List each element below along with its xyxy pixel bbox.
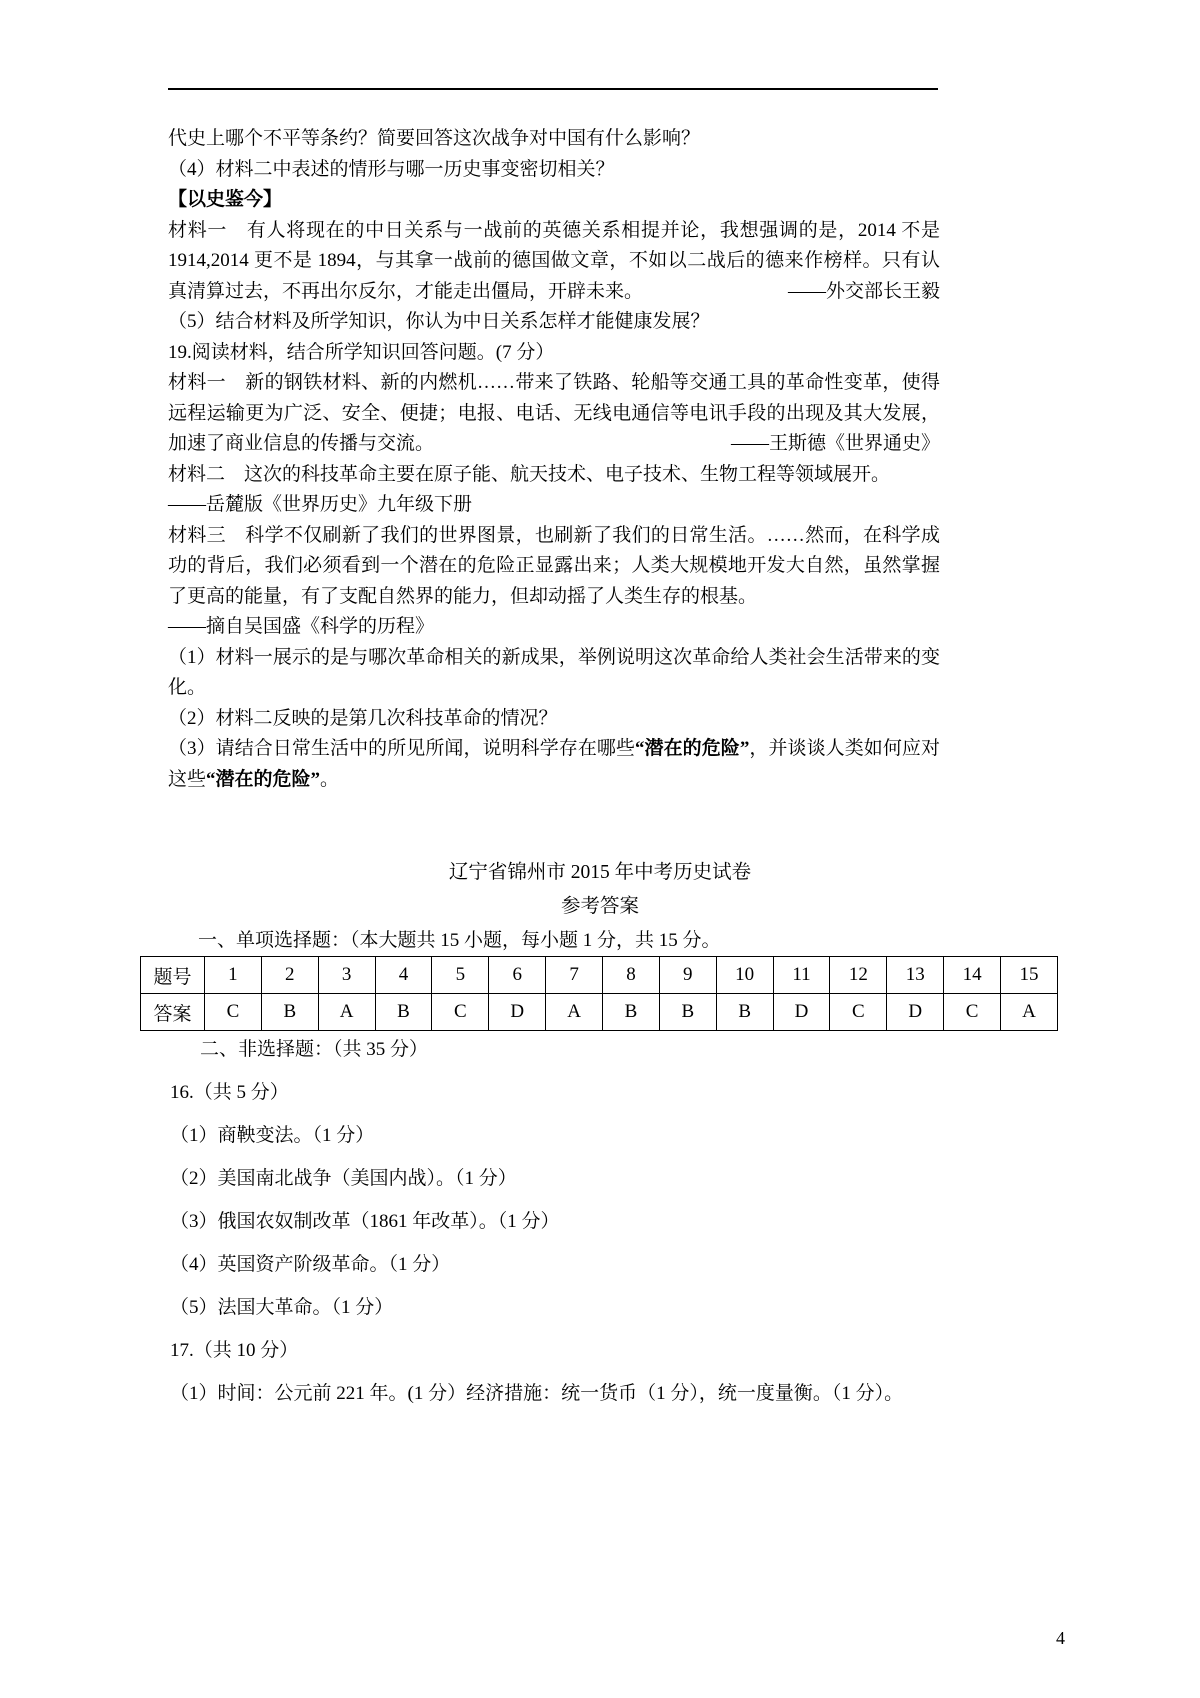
- paragraph: [168, 643, 940, 704]
- text-run: （3）请结合日常生活中的所见所闻，说明科学存在哪些: [168, 738, 635, 759]
- text-run: （1）材料一展示的是与哪次革命相关的新成果，举例说明这次革命给人类社会生活带来的变化。: [168, 646, 940, 698]
- table-cell: 7: [546, 957, 603, 994]
- table-cell: 6: [489, 957, 546, 994]
- table-cell: 14: [944, 957, 1001, 994]
- answer-line: 16.（共 5 分）: [170, 1082, 289, 1103]
- text-run: （2）材料二反映的是第几次科技革命的情况？: [168, 707, 558, 729]
- table-cell: 5: [432, 957, 489, 994]
- table-row-label: 题号: [141, 957, 205, 994]
- paragraph: [168, 185, 940, 216]
- paragraph: [168, 704, 940, 735]
- table-row-numbers: [141, 957, 1058, 994]
- table-cell: A: [318, 994, 375, 1031]
- bold-text-run: “潜在的危险”: [206, 768, 321, 790]
- table-cell: C: [830, 994, 887, 1031]
- text-run: ——岳麓版《世界历史》九年级下册: [168, 494, 473, 515]
- table-cell: C: [205, 994, 262, 1031]
- text-run: 。: [320, 768, 340, 790]
- paragraph: [168, 612, 940, 643]
- table-cell: B: [261, 994, 318, 1031]
- table-cell: B: [375, 994, 432, 1031]
- table-cell: C: [944, 994, 1001, 1031]
- paragraph: [168, 155, 940, 186]
- source-attribution: ——外交部长王毅: [787, 280, 940, 302]
- answer-line: 17.（共 10 分）: [170, 1340, 299, 1361]
- section-one-heading: 一、单项选择题：（本大题共 15 小题，每小题 1 分，共 15 分。: [198, 930, 721, 951]
- paragraph: [168, 734, 940, 795]
- text-run: ，并谈谈人类如何应对这些: [168, 738, 940, 790]
- table-cell: 11: [773, 957, 830, 994]
- paragraph: [168, 307, 940, 338]
- table-cell: 12: [830, 957, 887, 994]
- answer-line: （1）时间：公元前 221 年。(1 分）经济措施：统一货币（1 分），统一度量衡。（1 分）。: [170, 1383, 904, 1404]
- bold-text-run: “潜在的危险”: [635, 738, 750, 759]
- table-cell: 10: [716, 957, 773, 994]
- paragraph: [168, 216, 940, 308]
- table-cell: B: [716, 994, 773, 1031]
- table-cell: 4: [375, 957, 432, 994]
- header-rule: [168, 88, 938, 90]
- paragraph: [168, 521, 940, 613]
- table-cell: A: [1001, 994, 1058, 1031]
- table-cell: 8: [603, 957, 660, 994]
- source-attribution: ——王斯德《世界通史》: [730, 433, 940, 454]
- answer-line: （1）商鞅变法。（1 分）: [170, 1125, 375, 1146]
- paragraph: [168, 124, 940, 155]
- answer-line: （3）俄国农奴制改革（1861 年改革）。（1 分）: [170, 1211, 560, 1232]
- page-number: 4: [1056, 1628, 1065, 1648]
- text-run: （4）材料二中表述的情形与哪一历史事变密切相关？: [168, 158, 615, 180]
- table-cell: 15: [1001, 957, 1058, 994]
- text-run: 19.阅读材料，结合所学知识回答问题。(7 分）: [168, 341, 555, 363]
- answer-table: [140, 956, 1058, 1031]
- text-run: 材料一 新的钢铁材料、新的内燃机……带来了铁路、轮船等交通工具的革命性变革，使得远程运输更为广泛、安全、便捷；电报、电话、无线电通信等电讯手段的出现及其大发展，加速了商业信息的传播与交流。: [168, 372, 940, 454]
- table-cell: D: [773, 994, 830, 1031]
- table-row-answers: [141, 994, 1058, 1031]
- paragraph: [168, 338, 940, 369]
- text-run: 材料二 这次的科技革命主要在原子能、航天技术、电子技术、生物工程等领域展开。: [168, 463, 891, 485]
- paragraph: [168, 368, 940, 460]
- table-cell: C: [432, 994, 489, 1031]
- body-paragraphs: [168, 124, 940, 795]
- table-cell: 2: [261, 957, 318, 994]
- table-cell: B: [659, 994, 716, 1031]
- text-run: （5）结合材料及所学知识，你认为中日关系怎样才能健康发展？: [168, 311, 710, 332]
- table-cell: B: [603, 994, 660, 1031]
- table-cell: 1: [205, 957, 262, 994]
- text-run: 【以史鉴今】: [168, 189, 283, 210]
- text-run: 材料一 有人将现在的中日关系与一战前的英德关系相提并论，我想强调的是，2014 不是 1914,2014 更不是 1894，与其拿一战前的德国做文章，不如以二战后的德来作榜样。只有认真清算过去，不再出尔反尔，才能走出僵局，开辟未来。: [168, 219, 940, 302]
- answer-key-subtitle: 参考答案: [560, 896, 639, 917]
- table-cell: 3: [318, 957, 375, 994]
- paragraph: [168, 490, 940, 521]
- answer-line: （2）美国南北战争（美国内战）。（1 分）: [170, 1168, 517, 1189]
- title-block: [140, 856, 1060, 924]
- paragraph: [168, 460, 940, 491]
- text-run: ——摘自吴国盛《科学的历程》: [168, 616, 435, 637]
- answer-lines: [170, 1034, 990, 1421]
- page-title: 辽宁省锦州市 2015 年中考历史试卷: [448, 862, 752, 883]
- table-cell: 13: [887, 957, 944, 994]
- table-row-label: 答案: [141, 994, 205, 1031]
- answer-line: （4）英国资产阶级革命。（1 分）: [170, 1254, 451, 1275]
- text-run: 材料三 科学不仅刷新了我们的世界图景，也刷新了我们的日常生活。……然而，在科学成功的背后，我们必须看到一个潜在的危险正显露出来；人类大规模地开发大自然，虽然掌握了更高的能量，有了支配自然界的能力，但却动摇了人类生存的根基。: [168, 524, 940, 607]
- table-cell: D: [489, 994, 546, 1031]
- text-run: 代史上哪个不平等条约？简要回答这次战争对中国有什么影响？: [168, 128, 701, 149]
- table-cell: 9: [659, 957, 716, 994]
- table-cell: A: [546, 994, 603, 1031]
- answer-line: 二、非选择题：（共 35 分）: [200, 1039, 429, 1060]
- table-cell: D: [887, 994, 944, 1031]
- answer-line: （5）法国大革命。（1 分）: [170, 1297, 394, 1318]
